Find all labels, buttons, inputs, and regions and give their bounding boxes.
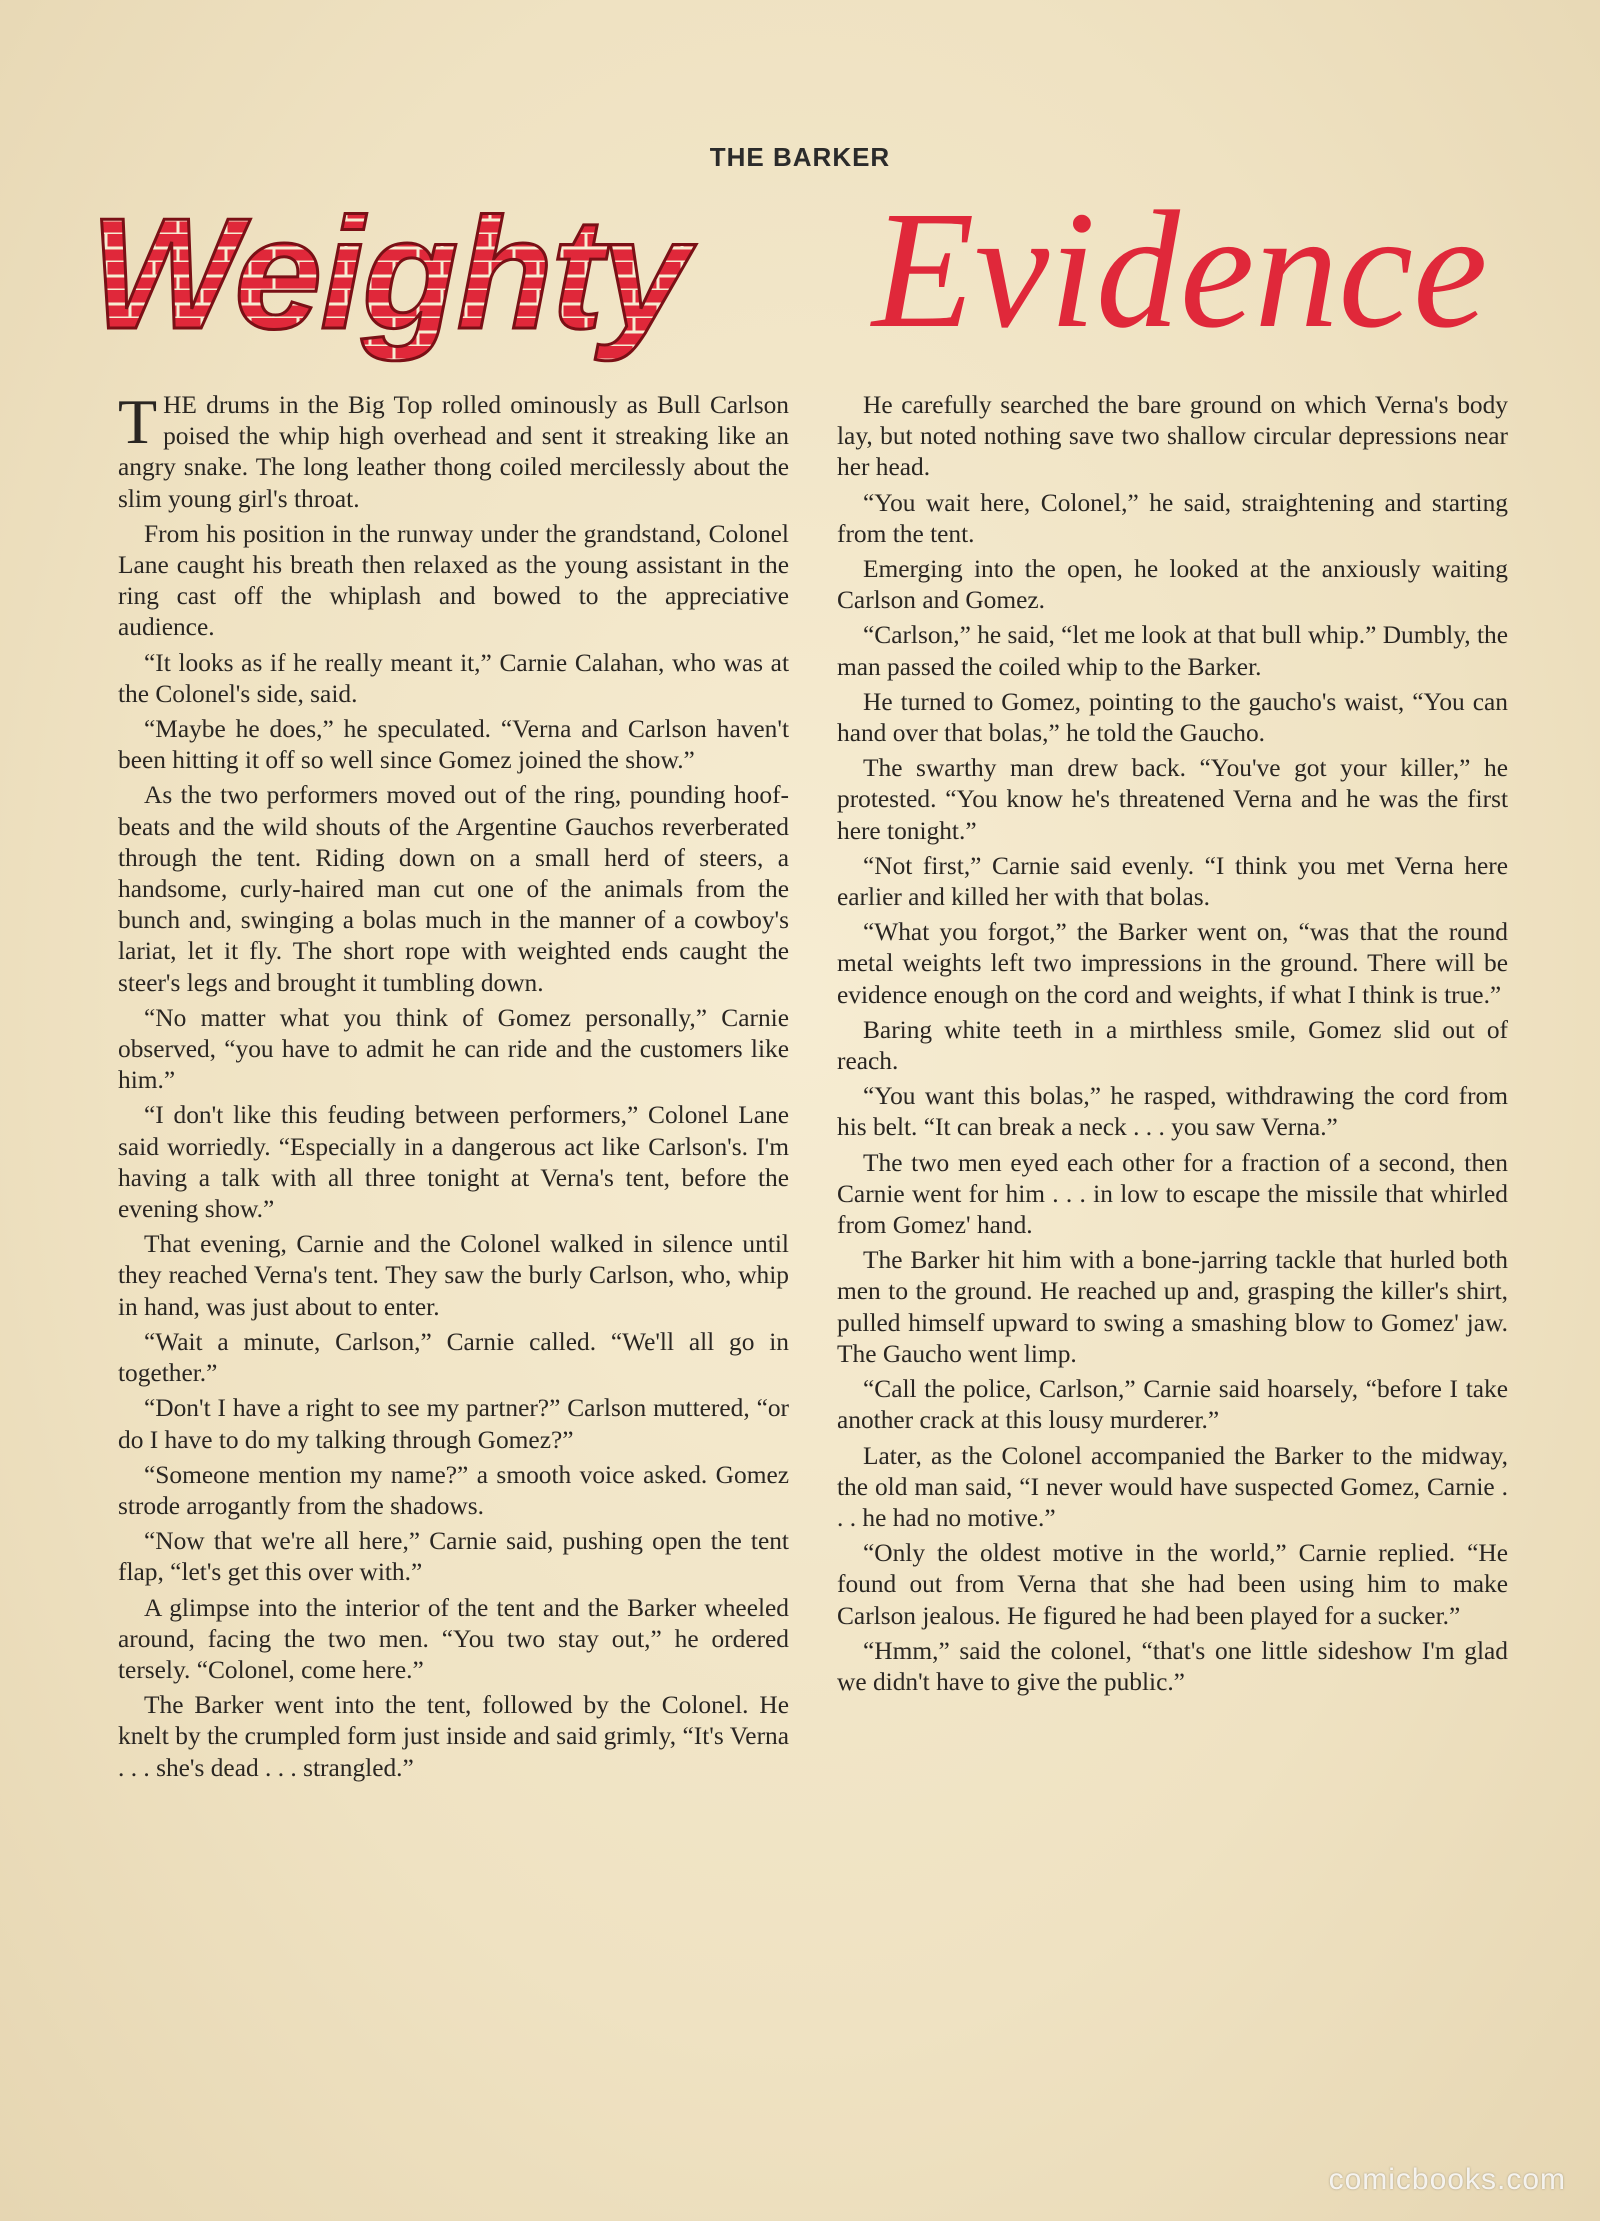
story-title — [82, 178, 1522, 378]
watermark: comicbooks.com — [1328, 2163, 1566, 2196]
story-paragraph: As the two performers moved out of the ring, pounding hoof-beats and the wild shouts of the Argentine Gauchos reverberated through the tent. Riding down on a small herd of steers, a handsome, curly-haired man cut one of the animals from the bunch and, swinging a bolas much in the manner of a cowboy's lariat, let it fly. The short rope with weighted ends caught the steer's legs and brought it tumbling down. — [118, 781, 789, 997]
story-paragraph: A glimpse into the interior of the tent and the Barker wheeled around, facing the two men. “You two stay out,” he ordered tersely. “Colonel, come here.” — [118, 1593, 789, 1684]
story-column-right — [837, 390, 1508, 2100]
story-paragraph: He turned to Gomez, pointing to the gaucho's waist, “You can hand over that bolas,” he told the Gaucho. — [837, 687, 1508, 748]
story-paragraph-text: HE drums in the Big Top rolled ominously as Bull Carlson poised the whip high overhead and sent it streaking like an angry snake. The long leather thong coiled mercilessly about the slim young girl's throat. — [118, 391, 789, 513]
story-paragraph: The two men eyed each other for a fraction of a second, then Carnie went for him . . . in low to escape the missile that whirled from Gomez' hand. — [837, 1148, 1508, 1240]
story-paragraph: From his position in the runway under the grandstand, Colonel Lane caught his breath then relaxed as the young assistant in the ring cast off the whiplash and bowed to the appreciative audience. — [118, 519, 789, 642]
story-paragraph: “Don't I have a right to see my partner?” Carlson muttered, “or do I have to do my talking through Gomez?” — [118, 1394, 789, 1454]
story-paragraph: “Someone mention my name?” a smooth voice asked. Gomez strode arrogantly from the shadows. — [118, 1460, 789, 1520]
story-paragraph: The swarthy man drew back. “You've got your killer,” he protested. “You know he's threatened Verna and he was the first here tonight.” — [837, 754, 1508, 845]
story-paragraph — [118, 390, 789, 515]
drop-cap: T — [118, 390, 158, 457]
story-paragraph: Emerging into the open, he looked at the anxiously waiting Carlson and Gomez. — [837, 555, 1508, 615]
story-paragraph: Later, as the Colonel accompanied the Barker to the midway, the old man said, “I never would have suspected Gomez, Carnie . . . he had no motive.” — [837, 1441, 1508, 1532]
story-paragraph: “Wait a minute, Carlson,” Carnie called. “We'll all go in together.” — [118, 1327, 789, 1388]
title-word-2: Evidence — [872, 178, 1488, 363]
story-paragraph: “It looks as if he really meant it,” Carnie Calahan, who was at the Colonel's side, said. — [118, 648, 789, 708]
story-paragraph: “Now that we're all here,” Carnie said, pushing open the tent flap, “let's get this over with.” — [118, 1527, 789, 1587]
title-logo — [82, 178, 1522, 378]
story-paragraph: “Hmm,” said the colonel, “that's one little sideshow I'm glad we didn't have to give the public.” — [837, 1636, 1508, 1696]
story-paragraph: “I don't like this feuding between performers,” Colonel Lane said worriedly. “Especially in a dangerous act like Carlson's. I'm having a talk with all three tonight at Verna's tent, before the evening show.” — [118, 1101, 789, 1224]
story-paragraph: “Carlson,” he said, “let me look at that bull whip.” Dumbly, the man passed the coiled whip to the Barker. — [837, 621, 1508, 681]
story-paragraph: That evening, Carnie and the Colonel walked in silence until they reached Verna's tent. They saw the burly Carlson, who, whip in hand, was just about to enter. — [118, 1230, 789, 1321]
story-paragraph: “You wait here, Colonel,” he said, straightening and starting from the tent. — [837, 488, 1508, 548]
story-paragraph: “You want this bolas,” he rasped, withdrawing the cord from his belt. “It can break a neck . . . you saw Verna.” — [837, 1082, 1508, 1142]
story-paragraph: The Barker went into the tent, followed by the Colonel. He knelt by the crumpled form just inside and said grimly, “It's Verna . . . she's dead . . . strangled.” — [118, 1691, 789, 1782]
story-paragraph: The Barker hit him with a bone-jarring tackle that hurled both men to the ground. He reached up and, grasping the killer's shirt, pulled himself upward to swing a smashing blow to Gomez' jaw. The Gaucho went limp. — [837, 1246, 1508, 1368]
story-paragraph: “No matter what you think of Gomez personally,” Carnie observed, “you have to admit he can ride and the customers like him.” — [118, 1003, 789, 1095]
story-paragraph: He carefully searched the bare ground on which Verna's body lay, but noted nothing save two shallow circular depressions near her head. — [837, 391, 1508, 482]
story-paragraph: “Maybe he does,” he speculated. “Verna and Carlson haven't been hitting it off so well since Gomez joined the show.” — [118, 715, 789, 775]
story-column-left — [118, 390, 789, 2100]
running-head: THE BARKER — [709, 142, 891, 172]
story-columns — [118, 390, 1508, 2100]
story-paragraph: Baring white teeth in a mirthless smile, Gomez slid out of reach. — [837, 1015, 1508, 1076]
story-paragraph: “What you forgot,” the Barker went on, “was that the round metal weights left two impressions in the ground. There will be evidence enough on the cord and weights, if what I think is true.” — [837, 918, 1508, 1009]
title-word-1: Weighty — [90, 186, 688, 362]
story-paragraph: “Only the oldest motive in the world,” Carnie replied. “He found out from Verna that she had been using him to make Carlson jealous. He figured he had been played for a sucker.” — [837, 1539, 1508, 1630]
story-paragraph: “Not first,” Carnie said evenly. “I think you met Verna here earlier and killed her with that bolas. — [837, 851, 1508, 912]
story-paragraph: “Call the police, Carlson,” Carnie said hoarsely, “before I take another crack at this lousy murderer.” — [837, 1375, 1508, 1435]
